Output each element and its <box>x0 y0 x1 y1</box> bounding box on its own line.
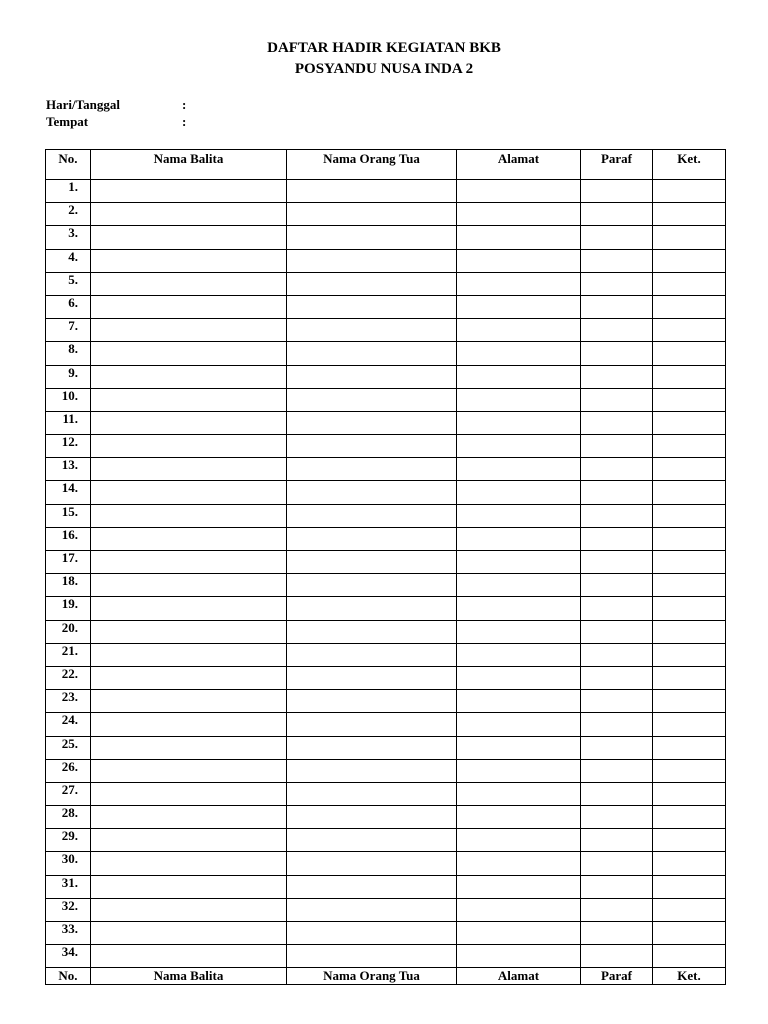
paraf-cell[interactable] <box>581 922 653 945</box>
col-header-alamat: Alamat <box>457 150 581 180</box>
nama-orang-tua-cell[interactable] <box>287 597 457 620</box>
table-row <box>46 620 726 643</box>
ket-cell[interactable] <box>653 342 726 365</box>
nama-balita-cell[interactable] <box>91 875 287 898</box>
alamat-cell[interactable] <box>457 435 581 458</box>
date-label: Hari/Tanggal <box>46 97 120 112</box>
ket-cell[interactable] <box>653 435 726 458</box>
ket-cell[interactable] <box>653 597 726 620</box>
row-number: 3. <box>46 226 91 249</box>
nama-orang-tua-cell[interactable] <box>287 852 457 875</box>
place-label: Tempat <box>46 114 89 129</box>
alamat-cell[interactable] <box>457 875 581 898</box>
table-row <box>46 574 726 597</box>
table-row <box>46 411 726 434</box>
paraf-cell[interactable] <box>581 806 653 829</box>
col-header-no: No. <box>46 150 91 180</box>
row-number: 33. <box>46 922 91 945</box>
ket-cell[interactable] <box>653 504 726 527</box>
table-header-row <box>46 150 726 180</box>
paraf-cell[interactable] <box>581 388 653 411</box>
nama-orang-tua-cell[interactable] <box>287 666 457 689</box>
row-number: 22. <box>46 666 91 689</box>
date-field <box>46 97 186 113</box>
ket-cell[interactable] <box>653 481 726 504</box>
footer-nama-orang-tua: Nama Orang Tua <box>287 968 457 985</box>
alamat-cell[interactable] <box>457 551 581 574</box>
table-row <box>46 875 726 898</box>
alamat-cell[interactable] <box>457 272 581 295</box>
paraf-cell[interactable] <box>581 180 653 203</box>
alamat-cell[interactable] <box>457 295 581 318</box>
row-number: 2. <box>46 203 91 226</box>
ket-cell[interactable] <box>653 620 726 643</box>
alamat-cell[interactable] <box>457 481 581 504</box>
attendance-table <box>45 149 726 985</box>
paraf-cell[interactable] <box>581 666 653 689</box>
paraf-cell[interactable] <box>581 713 653 736</box>
col-header-ket: Ket. <box>653 150 726 180</box>
row-number: 25. <box>46 736 91 759</box>
paraf-cell[interactable] <box>581 782 653 805</box>
alamat-cell[interactable] <box>457 852 581 875</box>
table-row <box>46 249 726 272</box>
ket-cell[interactable] <box>653 782 726 805</box>
table-row <box>46 435 726 458</box>
ket-cell[interactable] <box>653 551 726 574</box>
footer-alamat: Alamat <box>457 968 581 985</box>
ket-cell[interactable] <box>653 203 726 226</box>
table-row <box>46 690 726 713</box>
paraf-cell[interactable] <box>581 620 653 643</box>
alamat-cell[interactable] <box>457 388 581 411</box>
ket-cell[interactable] <box>653 759 726 782</box>
nama-balita-cell[interactable] <box>91 180 287 203</box>
ket-cell[interactable] <box>653 643 726 666</box>
nama-balita-cell[interactable] <box>91 342 287 365</box>
paraf-cell[interactable] <box>581 342 653 365</box>
nama-balita-cell[interactable] <box>91 782 287 805</box>
paraf-cell[interactable] <box>581 829 653 852</box>
nama-balita-cell[interactable] <box>91 713 287 736</box>
nama-orang-tua-cell[interactable] <box>287 388 457 411</box>
nama-orang-tua-cell[interactable] <box>287 365 457 388</box>
nama-orang-tua-cell[interactable] <box>287 643 457 666</box>
ket-cell[interactable] <box>653 922 726 945</box>
nama-orang-tua-cell[interactable] <box>287 180 457 203</box>
row-number: 30. <box>46 852 91 875</box>
row-number: 21. <box>46 643 91 666</box>
row-number: 5. <box>46 272 91 295</box>
alamat-cell[interactable] <box>457 806 581 829</box>
row-number: 29. <box>46 829 91 852</box>
ket-cell[interactable] <box>653 458 726 481</box>
nama-orang-tua-cell[interactable] <box>287 249 457 272</box>
nama-balita-cell[interactable] <box>91 527 287 550</box>
document-title: DAFTAR HADIR KEGIATAN BKB <box>267 40 501 56</box>
nama-orang-tua-cell[interactable] <box>287 203 457 226</box>
ket-cell[interactable] <box>653 898 726 921</box>
nama-balita-cell[interactable] <box>91 759 287 782</box>
row-number: 23. <box>46 690 91 713</box>
paraf-cell[interactable] <box>581 272 653 295</box>
ket-cell[interactable] <box>653 411 726 434</box>
row-number: 34. <box>46 945 91 968</box>
nama-balita-cell[interactable] <box>91 249 287 272</box>
row-number: 14. <box>46 481 91 504</box>
paraf-cell[interactable] <box>581 597 653 620</box>
row-number: 27. <box>46 782 91 805</box>
table-row <box>46 898 726 921</box>
nama-orang-tua-cell[interactable] <box>287 713 457 736</box>
paraf-cell[interactable] <box>581 875 653 898</box>
table-row <box>46 852 726 875</box>
nama-orang-tua-cell[interactable] <box>287 295 457 318</box>
row-number: 7. <box>46 319 91 342</box>
nama-orang-tua-cell[interactable] <box>287 504 457 527</box>
alamat-cell[interactable] <box>457 690 581 713</box>
paraf-cell[interactable] <box>581 226 653 249</box>
nama-balita-cell[interactable] <box>91 620 287 643</box>
col-header-paraf: Paraf <box>581 150 653 180</box>
paraf-cell[interactable] <box>581 249 653 272</box>
alamat-cell[interactable] <box>457 922 581 945</box>
footer-nama-balita: Nama Balita <box>91 968 287 985</box>
paraf-cell[interactable] <box>581 759 653 782</box>
ket-cell[interactable] <box>653 180 726 203</box>
nama-orang-tua-cell[interactable] <box>287 620 457 643</box>
table-row <box>46 319 726 342</box>
alamat-cell[interactable] <box>457 365 581 388</box>
row-number: 18. <box>46 574 91 597</box>
nama-orang-tua-cell[interactable] <box>287 875 457 898</box>
ket-cell[interactable] <box>653 875 726 898</box>
row-number: 8. <box>46 342 91 365</box>
nama-orang-tua-cell[interactable] <box>287 342 457 365</box>
ket-cell[interactable] <box>653 319 726 342</box>
row-number: 31. <box>46 875 91 898</box>
nama-balita-cell[interactable] <box>91 829 287 852</box>
col-header-nama-balita: Nama Balita <box>91 150 287 180</box>
alamat-cell[interactable] <box>457 342 581 365</box>
nama-balita-cell[interactable] <box>91 922 287 945</box>
paraf-cell[interactable] <box>581 365 653 388</box>
paraf-cell[interactable] <box>581 574 653 597</box>
ket-cell[interactable] <box>653 806 726 829</box>
paraf-cell[interactable] <box>581 203 653 226</box>
ket-cell[interactable] <box>653 295 726 318</box>
row-number: 12. <box>46 435 91 458</box>
row-number: 17. <box>46 551 91 574</box>
alamat-cell[interactable] <box>457 759 581 782</box>
table-row <box>46 295 726 318</box>
paraf-cell[interactable] <box>581 945 653 968</box>
nama-balita-cell[interactable] <box>91 435 287 458</box>
nama-orang-tua-cell[interactable] <box>287 458 457 481</box>
table-row <box>46 782 726 805</box>
nama-balita-cell[interactable] <box>91 295 287 318</box>
ket-cell[interactable] <box>653 249 726 272</box>
alamat-cell[interactable] <box>457 829 581 852</box>
row-number: 20. <box>46 620 91 643</box>
table-row <box>46 806 726 829</box>
table-row <box>46 180 726 203</box>
nama-balita-cell[interactable] <box>91 203 287 226</box>
alamat-cell[interactable] <box>457 527 581 550</box>
date-separator: : <box>182 97 187 112</box>
nama-balita-cell[interactable] <box>91 852 287 875</box>
table-row <box>46 388 726 411</box>
table-row <box>46 527 726 550</box>
ket-cell[interactable] <box>653 388 726 411</box>
table-row <box>46 203 726 226</box>
row-number: 6. <box>46 295 91 318</box>
table-row <box>46 551 726 574</box>
nama-balita-cell[interactable] <box>91 898 287 921</box>
alamat-cell[interactable] <box>457 945 581 968</box>
nama-balita-cell[interactable] <box>91 666 287 689</box>
nama-balita-cell[interactable] <box>91 643 287 666</box>
nama-balita-cell[interactable] <box>91 574 287 597</box>
paraf-cell[interactable] <box>581 458 653 481</box>
table-row <box>46 365 726 388</box>
table-row <box>46 666 726 689</box>
nama-orang-tua-cell[interactable] <box>287 759 457 782</box>
alamat-cell[interactable] <box>457 643 581 666</box>
row-number: 4. <box>46 249 91 272</box>
alamat-cell[interactable] <box>457 180 581 203</box>
paraf-cell[interactable] <box>581 690 653 713</box>
row-number: 13. <box>46 458 91 481</box>
nama-balita-cell[interactable] <box>91 736 287 759</box>
nama-balita-cell[interactable] <box>91 365 287 388</box>
nama-orang-tua-cell[interactable] <box>287 481 457 504</box>
paraf-cell[interactable] <box>581 736 653 759</box>
row-number: 10. <box>46 388 91 411</box>
ket-cell[interactable] <box>653 527 726 550</box>
nama-balita-cell[interactable] <box>91 945 287 968</box>
nama-balita-cell[interactable] <box>91 458 287 481</box>
table-row <box>46 481 726 504</box>
nama-orang-tua-cell[interactable] <box>287 272 457 295</box>
ket-cell[interactable] <box>653 690 726 713</box>
table-row <box>46 713 726 736</box>
nama-balita-cell[interactable] <box>91 597 287 620</box>
row-number: 16. <box>46 527 91 550</box>
row-number: 26. <box>46 759 91 782</box>
nama-balita-cell[interactable] <box>91 481 287 504</box>
row-number: 32. <box>46 898 91 921</box>
table-row <box>46 829 726 852</box>
ket-cell[interactable] <box>653 852 726 875</box>
col-header-nama-orang-tua: Nama Orang Tua <box>287 150 457 180</box>
alamat-cell[interactable] <box>457 458 581 481</box>
nama-orang-tua-cell[interactable] <box>287 411 457 434</box>
table-row <box>46 504 726 527</box>
alamat-cell[interactable] <box>457 666 581 689</box>
table-row <box>46 643 726 666</box>
alamat-cell[interactable] <box>457 597 581 620</box>
nama-balita-cell[interactable] <box>91 272 287 295</box>
nama-orang-tua-cell[interactable] <box>287 806 457 829</box>
alamat-cell[interactable] <box>457 504 581 527</box>
table-row <box>46 759 726 782</box>
paraf-cell[interactable] <box>581 527 653 550</box>
footer-ket: Ket. <box>653 968 726 985</box>
paraf-cell[interactable] <box>581 504 653 527</box>
nama-orang-tua-cell[interactable] <box>287 574 457 597</box>
nama-balita-cell[interactable] <box>91 806 287 829</box>
paraf-cell[interactable] <box>581 295 653 318</box>
row-number: 9. <box>46 365 91 388</box>
alamat-cell[interactable] <box>457 736 581 759</box>
nama-orang-tua-cell[interactable] <box>287 319 457 342</box>
nama-orang-tua-cell[interactable] <box>287 898 457 921</box>
ket-cell[interactable] <box>653 666 726 689</box>
place-separator: : <box>182 114 187 129</box>
row-number: 15. <box>46 504 91 527</box>
alamat-cell[interactable] <box>457 620 581 643</box>
nama-orang-tua-cell[interactable] <box>287 736 457 759</box>
paraf-cell[interactable] <box>581 411 653 434</box>
footer-no: No. <box>46 968 91 985</box>
ket-cell[interactable] <box>653 829 726 852</box>
nama-balita-cell[interactable] <box>91 690 287 713</box>
paraf-cell[interactable] <box>581 435 653 458</box>
ket-cell[interactable] <box>653 226 726 249</box>
row-number: 1. <box>46 180 91 203</box>
row-number: 24. <box>46 713 91 736</box>
nama-balita-cell[interactable] <box>91 411 287 434</box>
ket-cell[interactable] <box>653 713 726 736</box>
table-row <box>46 226 726 249</box>
alamat-cell[interactable] <box>457 226 581 249</box>
alamat-cell[interactable] <box>457 319 581 342</box>
nama-orang-tua-cell[interactable] <box>287 945 457 968</box>
nama-balita-cell[interactable] <box>91 226 287 249</box>
nama-orang-tua-cell[interactable] <box>287 226 457 249</box>
paraf-cell[interactable] <box>581 643 653 666</box>
alamat-cell[interactable] <box>457 574 581 597</box>
nama-orang-tua-cell[interactable] <box>287 782 457 805</box>
paraf-cell[interactable] <box>581 852 653 875</box>
alamat-cell[interactable] <box>457 782 581 805</box>
ket-cell[interactable] <box>653 365 726 388</box>
nama-orang-tua-cell[interactable] <box>287 922 457 945</box>
alamat-cell[interactable] <box>457 713 581 736</box>
footer-paraf: Paraf <box>581 968 653 985</box>
ket-cell[interactable] <box>653 574 726 597</box>
ket-cell[interactable] <box>653 272 726 295</box>
table-row <box>46 597 726 620</box>
nama-balita-cell[interactable] <box>91 551 287 574</box>
paraf-cell[interactable] <box>581 319 653 342</box>
ket-cell[interactable] <box>653 945 726 968</box>
paraf-cell[interactable] <box>581 481 653 504</box>
nama-orang-tua-cell[interactable] <box>287 435 457 458</box>
nama-orang-tua-cell[interactable] <box>287 829 457 852</box>
table-row <box>46 736 726 759</box>
table-row <box>46 922 726 945</box>
nama-balita-cell[interactable] <box>91 319 287 342</box>
row-number: 19. <box>46 597 91 620</box>
nama-orang-tua-cell[interactable] <box>287 690 457 713</box>
nama-orang-tua-cell[interactable] <box>287 551 457 574</box>
ket-cell[interactable] <box>653 736 726 759</box>
paraf-cell[interactable] <box>581 551 653 574</box>
table-row <box>46 342 726 365</box>
nama-balita-cell[interactable] <box>91 504 287 527</box>
table-row <box>46 458 726 481</box>
nama-balita-cell[interactable] <box>91 388 287 411</box>
alamat-cell[interactable] <box>457 203 581 226</box>
document-subtitle: POSYANDU NUSA INDA 2 <box>294 61 474 77</box>
paraf-cell[interactable] <box>581 898 653 921</box>
row-number: 28. <box>46 806 91 829</box>
alamat-cell[interactable] <box>457 898 581 921</box>
alamat-cell[interactable] <box>457 411 581 434</box>
table-footer-row <box>46 968 726 985</box>
place-field <box>46 114 186 130</box>
row-number: 11. <box>46 411 91 434</box>
alamat-cell[interactable] <box>457 249 581 272</box>
nama-orang-tua-cell[interactable] <box>287 527 457 550</box>
table-row <box>46 272 726 295</box>
table-row <box>46 945 726 968</box>
